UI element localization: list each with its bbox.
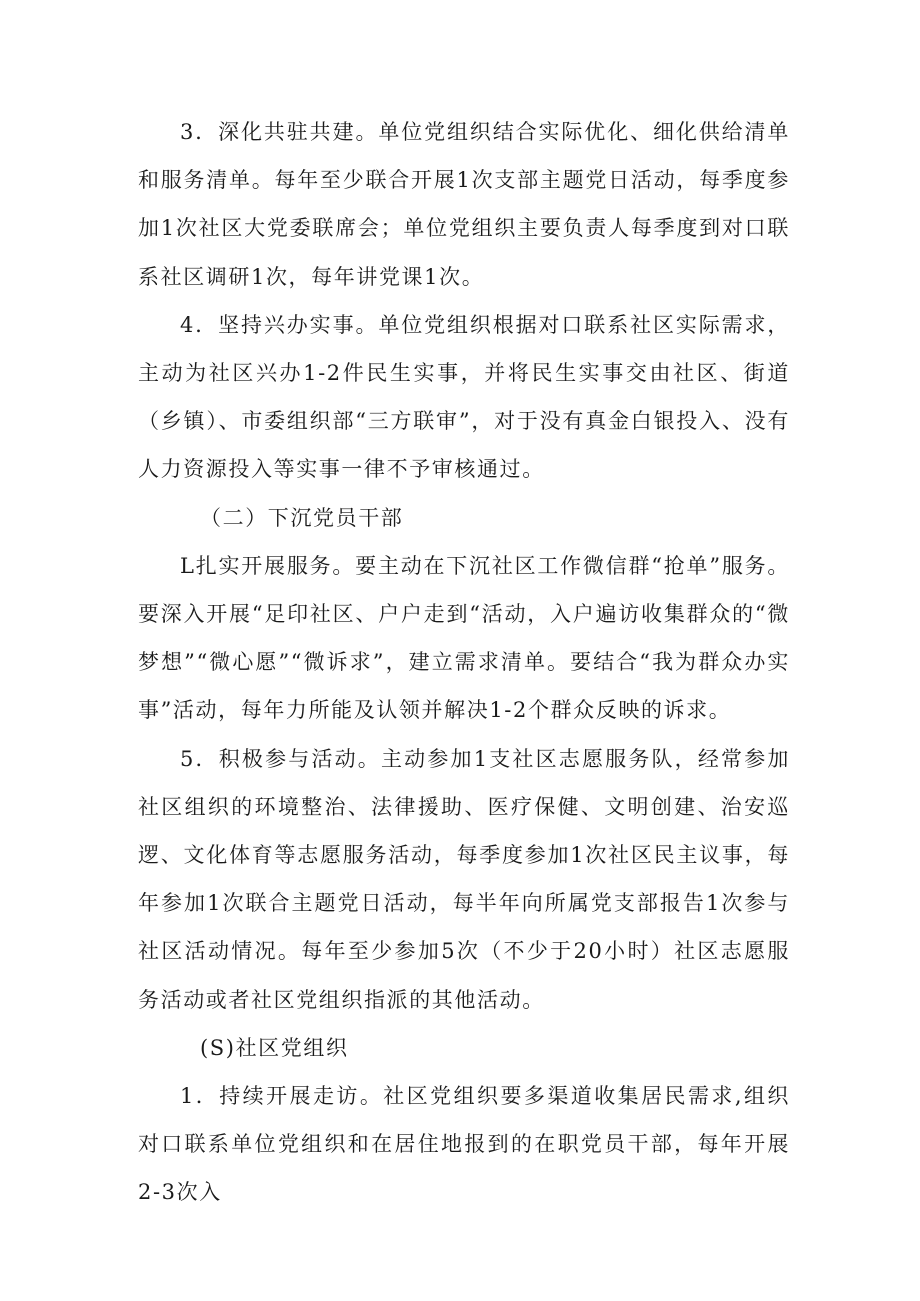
paragraph-service: L扎实开展服务。要主动在下沉社区工作微信群“抢单”服务。要深入开展“足印社区、户户走到“活动，入户遍访收集群众的“微梦想”“微心愿”“微诉求”，建立需求清单。要结合“我为群众办实事”活动，每年力所能及认领并解决1-2个群众反映的诉求。 (138, 553, 790, 723)
document-body (138, 108, 790, 1217)
paragraph-practical-matters: 4．坚持兴办实事。单位党组织根据对口联系社区实际需求，主动为社区兴办1-2件民生实事，并将民生实事交由社区、街道（乡镇）、市委组织部“三方联审”，对于没有真金白银投入、没有人力资源投入等实事一律不予审核通过。 (138, 312, 790, 482)
paragraph-deepen-co-construction: 3．深化共驻共建。单位党组织结合实际优化、细化供给清单和服务清单。每年至少联合开展1次支部主题党日活动，每季度参加1次社区大党委联席会；单位党组织主要负责人每季度到对口联系社区调研1次，每年讲党课1次。 (138, 120, 790, 289)
paragraph-participate-activities: 5．积极参与活动。主动参加1支社区志愿服务队，经常参加社区组织的环境整治、法律援助、医疗保健、文明创建、治安巡逻、文化体育等志愿服务活动，每季度参加1次社区民主议事，每年参加1次联合主题党日活动，每半年向所属党支部报告1次参与社区活动情况。每年至少参加5次（不少于20小时）社区志愿服务活动或者社区党组织指派的其他活动。 (138, 746, 790, 1012)
paragraph-visits: 1．持续开展走访。社区党组织要多渠道收集居民需求,组织对口联系单位党组织和在居住地报到的在职党员干部，每年开展2-3次入 (138, 1084, 790, 1205)
section-heading-community-party: (S)社区党组织 (200, 1035, 349, 1060)
section-heading-party-cadres: （二）下沉党员干部 (200, 505, 404, 530)
